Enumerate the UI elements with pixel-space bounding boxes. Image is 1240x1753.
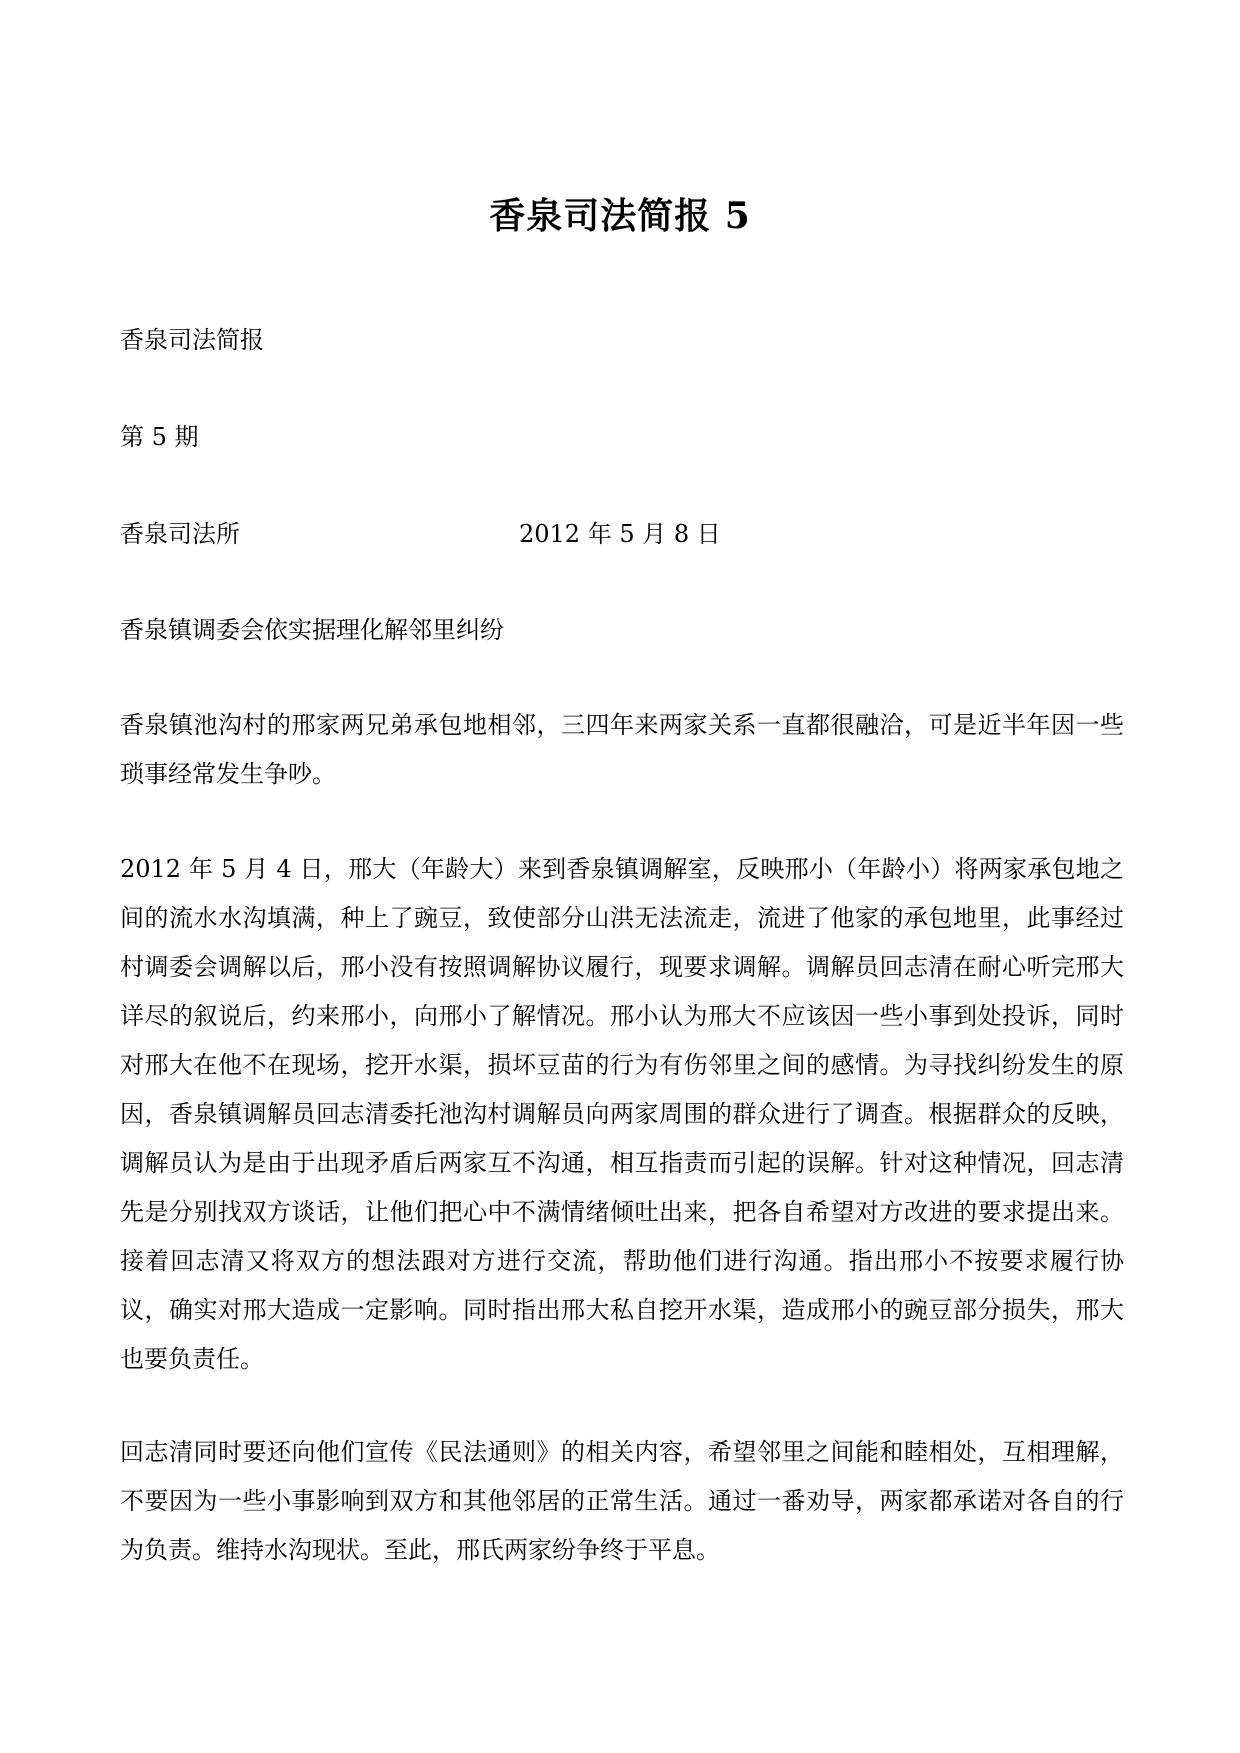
document-title: 香泉司法简报 5	[489, 195, 751, 237]
article-paragraph-3: 回志清同时要还向他们宣传《民法通则》的相关内容，希望邻里之间能和睦相处，互相理解，不要因为一些小事影响到双方和其他邻居的正常生活。通过一番劝导，两家都承诺对各自的行为负责。维持水沟现状。至此，邢氏两家纷争终于平息。	[120, 1438, 1124, 1564]
article-paragraph-1: 香泉镇池沟村的邢家两兄弟承包地相邻，三四年来两家关系一直都很融洽，可是近半年因一些琐事经常发生争吵。	[120, 711, 1124, 788]
issue-number: 第 5 期	[120, 423, 199, 451]
publication-name: 香泉司法简报	[120, 326, 264, 354]
issuer-name: 香泉司法所	[120, 520, 240, 548]
article-headline: 香泉镇调委会依实据理化解邻里纠纷	[120, 616, 504, 644]
issue-date: 2012 年 5 月 8 日	[519, 520, 721, 548]
article-paragraph-2: 2012 年 5 月 4 日，邢大（年龄大）来到香泉镇调解室，反映邢小（年龄小）将两家承包地之间的流水水沟填满，种上了豌豆，致使部分山洪无法流走，流进了他家的承包地里，此事经过村调委会调解以后，邢小没有按照调解协议履行，现要求调解。调解员回志清在耐心听完邢大详尽的叙说后，约来邢小，向邢小了解情况。邢小认为邢大不应该因一些小事到处投诉，同时对邢大在他不在现场，挖开水渠，损坏豆苗的行为有伤邻里之间的感情。为寻找纠纷发生的原因，香泉镇调解员回志清委托池沟村调解员向两家周围的群众进行了调查。根据群众的反映，调解员认为是由于出现矛盾后两家互不沟通，相互指责而引起的误解。针对这种情况，回志清先是分别找双方谈话，让他们把心中不满情绪倾吐出来，把各自希望对方改进的要求提出来。接着回志清又将双方的想法跟对方进行交流，帮助他们进行沟通。指出邢小不按要求履行协议，确实对邢大造成一定影响。同时指出邢大私自挖开水渠，造成邢小的豌豆部分损失，邢大也要负责任。	[120, 855, 1124, 1373]
